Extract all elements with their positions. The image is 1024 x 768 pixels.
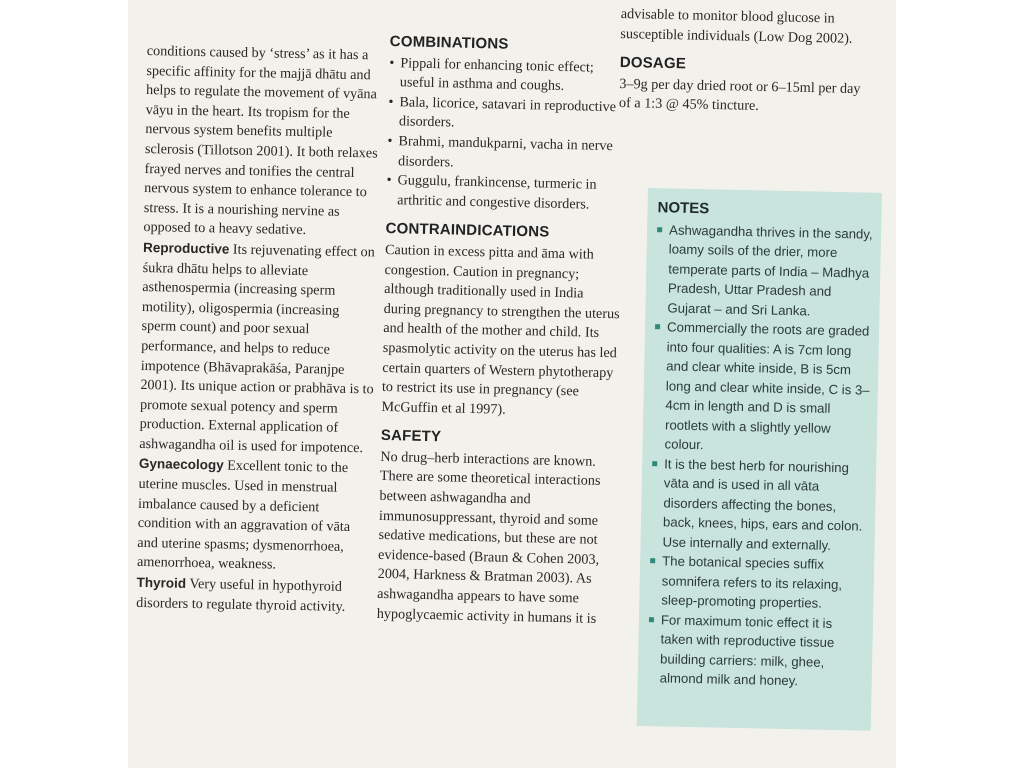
- list-item: • Pippali for enhancing tonic effect; useful in asthma and coughs.: [389, 54, 626, 99]
- combinations-heading: COMBINATIONS: [389, 32, 509, 53]
- reproductive-label: Reproductive: [142, 239, 230, 257]
- contraindications-text: Caution in excess pitta and āma with congestion. Caution in pregnancy; although traditionally used in India during pregnancy to strengthen the uterus and health of the mother and child. Its spasmolytic activity on the uterus has led certain quarters of Western phytotherapy to restrict its use in pregnancy (see McGuffin et al 1997).: [381, 241, 620, 418]
- stress-paragraph: conditions caused by ‘stress’ as it has a specific affinity for the majjā dhātu and helps to regulate the movement of vyāna vāyu in the heart. Its tropism for the nervous system benefits multiple sclerosis (Tillotson 2001). It both relaxes frayed nerves and tonifies the central nervous system to enhance tolerance to stress. It is a nourishing nervine as opposed to a heavy sedative.: [143, 42, 378, 239]
- list-item: • Guggulu, frankincense, turmeric in arthritic and congestive disorders.: [386, 171, 623, 216]
- list-item: • Bala, licorice, satavari in reproductive disorders.: [388, 93, 625, 138]
- combinations-list: [386, 54, 625, 216]
- book-page: [128, 0, 896, 768]
- gynaecology-paragraph: [137, 454, 374, 577]
- dosage-text: 3–9g per day dried root or 6–15ml per day of a 1:3 @ 45% tincture.: [618, 75, 861, 115]
- thyroid-text: Very useful in hypothyroid disorders to regulate thyroid activity.: [136, 575, 346, 615]
- list-item: The botanical species suffix somnifera refers to its relaxing, sleep-promoting properties.: [649, 551, 866, 614]
- list-item: For maximum tonic effect it is taken with reproductive tissue building carriers: milk, ghee, almond milk and honey.: [648, 610, 866, 693]
- reproductive-text: Its rejuvenating effect on śukra dhātu helps to alleviate asthenospermia (increasing sperm motility), oligospermia (increasing sperm count) and poor sexual performance, and helps to reduce impotence (Bhāvaprakāśa, Paranjpe 2001). Its unique action or prabhāva is to promote sexual potency and sperm production. External application of ashwagandha oil is used for impotence.: [139, 241, 375, 457]
- notes-list: [638, 219, 882, 692]
- thyroid-label: Thyroid: [136, 574, 187, 591]
- thyroid-paragraph: [136, 573, 372, 618]
- notes-box: [637, 188, 882, 731]
- list-item: It is the best herb for nourishing vāta and is used in all vāta disorders affecting the bones, back, knees, hips, ears and colon. Use internally and externally.: [650, 454, 868, 556]
- reproductive-paragraph: [139, 238, 378, 459]
- safety-text: No drug–herb interactions are known. There are some theoretical interactions between ashwagandha and immunosuppressant, thyroid and some sedative medications, but these are not evidence-based (Braun & Cohen 2003, 2004, Harkness & Bratman 2003). As ashwagandha appears to have some hypoglycaemic activity in humans it is: [376, 448, 601, 627]
- column-2: [377, 32, 626, 629]
- gynaecology-text: Excellent tonic to the uterine muscles. Used in menstrual imbalance caused by a deficient condition with an aggravation of vāta and uterine spasms; dysmenorrhoea, amenorrhoea, weakness.: [136, 458, 351, 574]
- list-item: • Brahmi, mandukparni, vacha in nerve disorders.: [387, 132, 624, 177]
- list-item: Ashwagandha thrives in the sandy, loamy soils of the drier, more temperate parts of India – Madhya Pradesh, Uttar Pradesh and Gujarat – and Sri Lanka.: [655, 220, 873, 322]
- notes-heading: NOTES: [657, 199, 710, 218]
- continued-text: advisable to monitor blood glucose in susceptible individuals (Low Dog 2002).: [620, 5, 853, 47]
- list-item: Commercially the roots are graded into four qualities: A is 7cm long and clear white inside, B is 5cm long and clear white inside, C is 3–4cm in length and D is small rootlets with a slightly yellow colour.: [652, 317, 871, 458]
- gynaecology-label: Gynaecology: [138, 456, 224, 474]
- column-1: [136, 42, 382, 618]
- contraindications-heading: CONTRAINDICATIONS: [385, 220, 550, 242]
- safety-heading: SAFETY: [380, 427, 442, 446]
- column-3: [619, 5, 871, 119]
- dosage-heading: DOSAGE: [619, 54, 687, 73]
